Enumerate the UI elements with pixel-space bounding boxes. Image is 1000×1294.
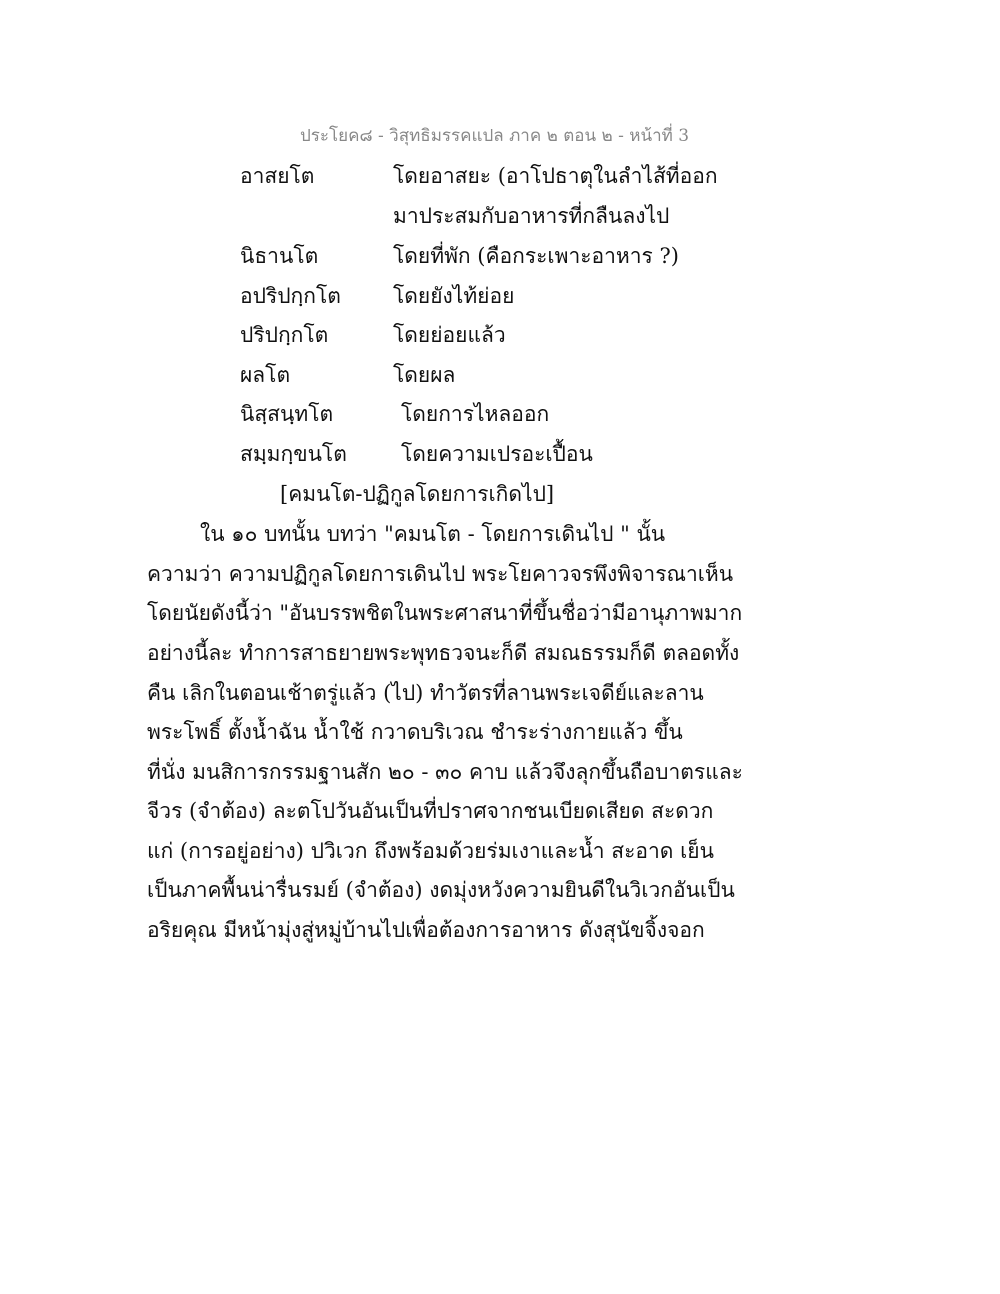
term-row (0, 319, 1000, 351)
term-row (0, 438, 1000, 470)
paragraph-line: โดยนัยดังนี้ว่า "อันบรรพชิตในพระศาสนาที่ขึ้นชื่อว่ามีอานุภาพมาก (147, 601, 743, 625)
term-row (0, 398, 1000, 430)
term-definition: โดยอาสยะ (อาโปธาตุในลำไส้ที่ออก (393, 164, 718, 188)
pali-term: อาสยโต (240, 164, 315, 188)
term-row (0, 200, 1000, 232)
term-definition: โดยที่พัก (คือกระเพาะอาหาร ?) (393, 244, 679, 268)
term-definition: มาประสมกับอาหารที่กลืนลงไป (393, 204, 670, 228)
paragraph-line: อย่างนี้ละ ทำการสาธยายพระพุทธวจนะก็ดี สมณธรรมก็ดี ตลอดทั้ง (147, 641, 740, 665)
term-row (0, 240, 1000, 272)
term-row (0, 359, 1000, 391)
paragraph-line: ที่นั่ง มนสิการกรรมฐานสัก ๒๐ - ๓๐ คาบ แล้วจึงลุกขึ้นถือบาตรและ (147, 760, 743, 784)
paragraph-line: พระโพธิ์ ตั้งน้ำฉัน น้ำใช้ กวาดบริเวณ ชำระร่างกายแล้ว ขึ้น (147, 720, 683, 744)
pali-term: สมฺมกฺขนโต (240, 442, 347, 466)
pali-term: นิสฺสนฺทโต (240, 402, 334, 426)
term-definition: โดยยังไท้ย่อย (393, 284, 515, 308)
paragraph-line: แก่ (การอยู่อย่าง) ปวิเวก ถึงพร้อมด้วยร่มเงาและน้ำ สะอาด เย็น (147, 839, 714, 863)
running-header: ประโยค๘ - วิสุทธิมรรคแปล ภาค ๒ ตอน ๒ - หน้าที่ 3 (300, 126, 690, 146)
paragraph-line: ใน ๑๐ บทนั้น บทว่า "คมนโต - โดยการเดินไป " นั้น (200, 522, 666, 546)
section-heading: [คมนโต-ปฏิกูลโดยการเกิดไป] (280, 482, 555, 506)
term-row (0, 160, 1000, 192)
pali-term: อปริปกฺกโต (240, 284, 341, 308)
pali-term: ปริปกฺกโต (240, 323, 329, 347)
term-definition: โดยความเปรอะเปื้อน (401, 442, 593, 466)
term-definition: โดยผล (393, 363, 456, 387)
term-definition: โดยย่อยแล้ว (393, 323, 506, 347)
paragraph-line: ความว่า ความปฏิกูลโดยการเดินไป พระโยคาวจรพึงพิจารณาเห็น (147, 562, 734, 586)
pali-term: นิธานโต (240, 244, 319, 268)
paragraph-line: คืน เลิกในตอนเช้าตรู่แล้ว (ไป) ทำวัตรที่ลานพระเจดีย์และลาน (147, 681, 704, 705)
paragraph-line: อริยคุณ มีหน้ามุ่งสู่หมู่บ้านไปเพื่อต้องการอาหาร ดังสุนัขจิ้งจอก (147, 918, 705, 942)
term-row (0, 280, 1000, 312)
pali-term: ผลโต (240, 363, 291, 387)
paragraph-line: เป็นภาคพื้นน่ารื่นรมย์ (จำต้อง) งดมุ่งหวังความยินดีในวิเวกอันเป็น (147, 878, 735, 902)
term-definition: โดยการไหลออก (401, 402, 550, 426)
paragraph-line: จีวร (จำต้อง) ละตโปวันอันเป็นที่ปราศจากชนเบียดเสียด สะดวก (147, 799, 714, 823)
